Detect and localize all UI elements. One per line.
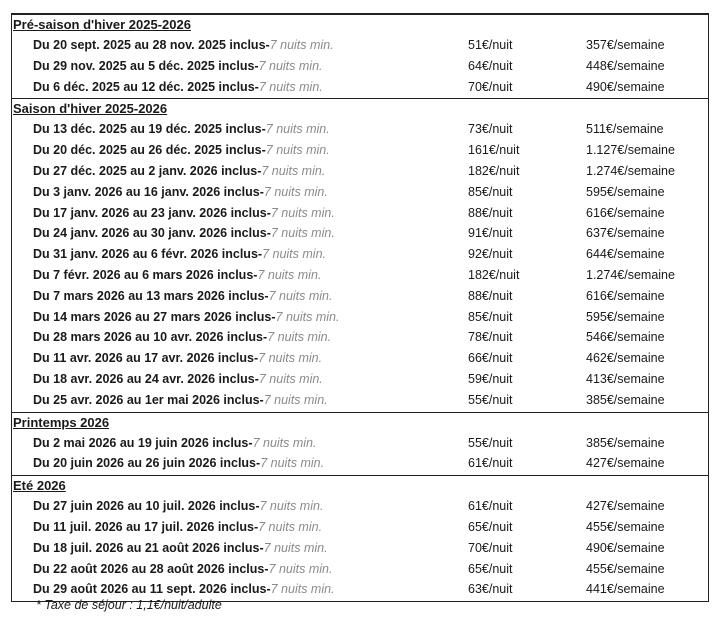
period-cell: Du 11 juil. 2026 au 17 juil. 2026 inclus-7 nuits min.: [33, 519, 323, 534]
period-text: Du 18 avr. 2026 au 24 avr. 2026 inclus: [33, 371, 255, 386]
min-nights-note: 7 nuits min.: [265, 143, 330, 158]
min-nights-note: 7 nuits min.: [270, 205, 335, 220]
min-nights-note: 7 nuits min.: [265, 122, 330, 137]
price-row: [12, 265, 708, 286]
season-section: [12, 14, 708, 98]
min-nights-note: 7 nuits min.: [270, 226, 335, 241]
price-row: [12, 538, 708, 559]
price-row: [12, 307, 708, 328]
period-text: Du 7 févr. 2026 au 6 mars 2026 inclus: [33, 267, 254, 282]
min-nights-note: 7 nuits min.: [263, 392, 328, 407]
period-text: Du 25 avr. 2026 au 1er mai 2026 inclus: [33, 392, 260, 407]
period-text: Du 24 janv. 2026 au 30 janv. 2026 inclus: [33, 226, 267, 241]
period-cell: Du 18 juil. 2026 au 21 août 2026 inclus-7 nuits min.: [33, 540, 328, 555]
nightly-price: 65€/nuit: [468, 561, 513, 576]
nightly-price: 64€/nuit: [468, 58, 513, 73]
nightly-price: 55€/nuit: [468, 392, 513, 407]
min-nights-note: 7 nuits min.: [260, 456, 325, 471]
period-cell: Du 14 mars 2026 au 27 mars 2026 inclus-7 nuits min.: [33, 309, 340, 324]
season-rows: [12, 119, 708, 411]
period-text: Du 7 mars 2026 au 13 mars 2026 inclus: [33, 288, 265, 303]
price-row: [12, 140, 708, 161]
weekly-price: 441€/semaine: [586, 582, 665, 597]
min-nights-note: 7 nuits min.: [258, 351, 323, 366]
min-nights-note: 7 nuits min.: [257, 267, 322, 282]
nightly-price: 85€/nuit: [468, 309, 513, 324]
period-text: Du 11 juil. 2026 au 17 juil. 2026 inclus: [33, 519, 254, 534]
nightly-price: 92€/nuit: [468, 247, 513, 262]
price-row: [12, 579, 708, 600]
period-text: Du 3 janv. 2026 au 16 janv. 2026 inclus: [33, 184, 260, 199]
period-text: Du 17 janv. 2026 au 23 janv. 2026 inclus: [33, 205, 267, 220]
period-cell: Du 27 déc. 2025 au 2 janv. 2026 inclus-7 nuits min.: [33, 163, 326, 178]
nightly-price: 73€/nuit: [468, 122, 513, 137]
weekly-price: 1.274€/semaine: [586, 267, 675, 282]
period-text: Du 20 déc. 2025 au 26 déc. 2025 inclus: [33, 143, 262, 158]
nightly-price: 85€/nuit: [468, 184, 513, 199]
period-text: Du 28 mars 2026 au 10 avr. 2026 inclus: [33, 330, 264, 345]
min-nights-note: 7 nuits min.: [269, 38, 334, 52]
period-cell: Du 3 janv. 2026 au 16 janv. 2026 inclus-7 nuits min.: [33, 184, 328, 199]
nightly-price: 63€/nuit: [468, 582, 513, 597]
period-cell: Du 20 juin 2026 au 26 juin 2026 inclus-7 nuits min.: [33, 456, 325, 471]
price-row: [12, 496, 708, 517]
period-text: Du 22 août 2026 au 28 août 2026 inclus: [33, 561, 265, 576]
period-cell: Du 20 déc. 2025 au 26 déc. 2025 inclus-7 nuits min.: [33, 143, 330, 158]
period-text: Du 11 avr. 2026 au 17 avr. 2026 inclus: [33, 351, 254, 366]
season-section: [12, 412, 708, 476]
weekly-price: 595€/semaine: [586, 184, 665, 199]
period-cell: Du 7 févr. 2026 au 6 mars 2026 inclus-7 nuits min.: [33, 267, 322, 282]
period-cell: Du 18 avr. 2026 au 24 avr. 2026 inclus-7 nuits min.: [33, 371, 323, 386]
season-title: Saison d'hiver 2025-2026: [13, 101, 168, 117]
nightly-price: 61€/nuit: [468, 456, 513, 471]
period-text: Du 14 mars 2026 au 27 mars 2026 inclus: [33, 309, 272, 324]
price-row: [12, 223, 708, 244]
nightly-price: 59€/nuit: [468, 371, 513, 386]
period-cell: Du 25 avr. 2026 au 1er mai 2026 inclus-7 nuits min.: [33, 392, 328, 407]
nightly-price: 51€/nuit: [468, 38, 513, 52]
season-section: [12, 98, 708, 411]
season-section: [12, 475, 708, 601]
weekly-price: 546€/semaine: [586, 330, 665, 345]
nightly-price: 61€/nuit: [468, 499, 513, 514]
min-nights-note: 7 nuits min.: [258, 519, 323, 534]
price-row: [12, 244, 708, 265]
weekly-price: 462€/semaine: [586, 351, 665, 366]
nightly-price: 161€/nuit: [468, 143, 520, 158]
period-cell: Du 27 juin 2026 au 10 juil. 2026 inclus-7 nuits min.: [33, 499, 324, 514]
period-text: Du 6 déc. 2025 au 12 déc. 2025 inclus: [33, 79, 255, 94]
period-cell: Du 29 août 2026 au 11 sept. 2026 inclus-7 nuits min.: [33, 582, 335, 597]
period-text: Du 2 mai 2026 au 19 juin 2026 inclus: [33, 435, 249, 450]
min-nights-note: 7 nuits min.: [258, 79, 323, 94]
period-cell: Du 2 mai 2026 au 19 juin 2026 inclus-7 nuits min.: [33, 435, 317, 450]
price-row: [12, 56, 708, 77]
weekly-price: 490€/semaine: [586, 79, 665, 94]
weekly-price: 385€/semaine: [586, 435, 665, 450]
nightly-price: 182€/nuit: [468, 267, 520, 282]
price-row: [12, 390, 708, 411]
price-row: [12, 35, 708, 56]
nightly-price: 65€/nuit: [468, 519, 513, 534]
weekly-price: 455€/semaine: [586, 519, 665, 534]
period-text: Du 13 déc. 2025 au 19 déc. 2025 inclus: [33, 122, 262, 137]
price-row: [12, 77, 708, 98]
season-rows: [12, 35, 708, 98]
nightly-price: 182€/nuit: [468, 163, 520, 178]
period-text: Du 27 déc. 2025 au 2 janv. 2026 inclus: [33, 163, 258, 178]
min-nights-note: 7 nuits min.: [258, 58, 323, 73]
tourist-tax-footnote: * Taxe de séjour : 1,1€/nuit/adulte: [36, 598, 222, 612]
season-rows: [12, 433, 708, 476]
period-text: Du 29 août 2026 au 11 sept. 2026 inclus: [33, 582, 267, 597]
price-row: [12, 453, 708, 474]
min-nights-note: 7 nuits min.: [259, 499, 324, 514]
price-row: [12, 203, 708, 224]
min-nights-note: 7 nuits min.: [268, 288, 333, 303]
nightly-price: 70€/nuit: [468, 79, 513, 94]
weekly-price: 357€/semaine: [586, 38, 665, 52]
weekly-price: 511€/semaine: [586, 122, 664, 137]
weekly-price: 616€/semaine: [586, 288, 665, 303]
price-row: [12, 369, 708, 390]
period-text: Du 20 sept. 2025 au 28 nov. 2025 inclus: [33, 38, 266, 52]
nightly-price: 88€/nuit: [468, 205, 513, 220]
period-cell: Du 31 janv. 2026 au 6 févr. 2026 inclus-7 nuits min.: [33, 247, 326, 262]
weekly-price: 448€/semaine: [586, 58, 665, 73]
weekly-price: 385€/semaine: [586, 392, 665, 407]
price-row: [12, 119, 708, 140]
weekly-price: 644€/semaine: [586, 247, 665, 262]
min-nights-note: 7 nuits min.: [275, 309, 340, 324]
season-rows: [12, 496, 708, 601]
season-title: Eté 2026: [13, 478, 66, 494]
price-row: [12, 433, 708, 454]
period-text: Du 27 juin 2026 au 10 juil. 2026 inclus: [33, 499, 256, 514]
nightly-price: 70€/nuit: [468, 540, 513, 555]
price-row: [12, 161, 708, 182]
weekly-price: 616€/semaine: [586, 205, 665, 220]
min-nights-note: 7 nuits min.: [263, 540, 328, 555]
period-cell: Du 11 avr. 2026 au 17 avr. 2026 inclus-7 nuits min.: [33, 351, 323, 366]
period-cell: Du 13 déc. 2025 au 19 déc. 2025 inclus-7 nuits min.: [33, 122, 330, 137]
min-nights-note: 7 nuits min.: [263, 184, 328, 199]
weekly-price: 595€/semaine: [586, 309, 665, 324]
period-cell: Du 28 mars 2026 au 10 avr. 2026 inclus-7 nuits min.: [33, 330, 332, 345]
period-cell: Du 20 sept. 2025 au 28 nov. 2025 inclus-7 nuits min.: [33, 38, 334, 52]
season-title: Printemps 2026: [13, 414, 110, 430]
min-nights-note: 7 nuits min.: [252, 435, 317, 450]
nightly-price: 55€/nuit: [468, 435, 513, 450]
min-nights-note: 7 nuits min.: [262, 247, 326, 262]
period-text: Du 20 juin 2026 au 26 juin 2026 inclus: [33, 456, 257, 471]
price-row: [12, 517, 708, 538]
weekly-price: 455€/semaine: [586, 561, 665, 576]
period-cell: Du 7 mars 2026 au 13 mars 2026 inclus-7 nuits min.: [33, 288, 333, 303]
weekly-price: 490€/semaine: [586, 540, 665, 555]
period-text: Du 29 nov. 2025 au 5 déc. 2025 inclus: [33, 58, 255, 73]
price-row: [12, 348, 708, 369]
price-row: [12, 327, 708, 348]
period-text: Du 31 janv. 2026 au 6 févr. 2026 inclus: [33, 247, 258, 262]
nightly-price: 88€/nuit: [468, 288, 513, 303]
period-cell: Du 24 janv. 2026 au 30 janv. 2026 inclus-7 nuits min.: [33, 226, 335, 241]
season-title: Pré-saison d'hiver 2025-2026: [13, 17, 191, 32]
min-nights-note: 7 nuits min.: [270, 582, 335, 597]
weekly-price: 637€/semaine: [586, 226, 665, 241]
nightly-price: 91€/nuit: [468, 226, 513, 241]
period-cell: Du 6 déc. 2025 au 12 déc. 2025 inclus-7 nuits min.: [33, 79, 323, 94]
min-nights-note: 7 nuits min.: [267, 330, 332, 345]
nightly-price: 66€/nuit: [468, 351, 513, 366]
weekly-price: 427€/semaine: [586, 499, 665, 514]
min-nights-note: 7 nuits min.: [258, 371, 323, 386]
price-row: [12, 182, 708, 203]
nightly-price: 78€/nuit: [468, 330, 513, 345]
weekly-price: 413€/semaine: [586, 371, 665, 386]
weekly-price: 1.127€/semaine: [586, 143, 675, 158]
min-nights-note: 7 nuits min.: [261, 163, 326, 178]
price-row: [12, 559, 708, 580]
price-table: [11, 13, 709, 602]
period-cell: Du 29 nov. 2025 au 5 déc. 2025 inclus-7 nuits min.: [33, 58, 323, 73]
period-text: Du 18 juil. 2026 au 21 août 2026 inclus: [33, 540, 260, 555]
min-nights-note: 7 nuits min.: [268, 561, 333, 576]
period-cell: Du 22 août 2026 au 28 août 2026 inclus-7 nuits min.: [33, 561, 333, 576]
weekly-price: 1.274€/semaine: [586, 163, 675, 178]
price-row: [12, 286, 708, 307]
weekly-price: 427€/semaine: [586, 456, 665, 471]
period-cell: Du 17 janv. 2026 au 23 janv. 2026 inclus-7 nuits min.: [33, 205, 335, 220]
